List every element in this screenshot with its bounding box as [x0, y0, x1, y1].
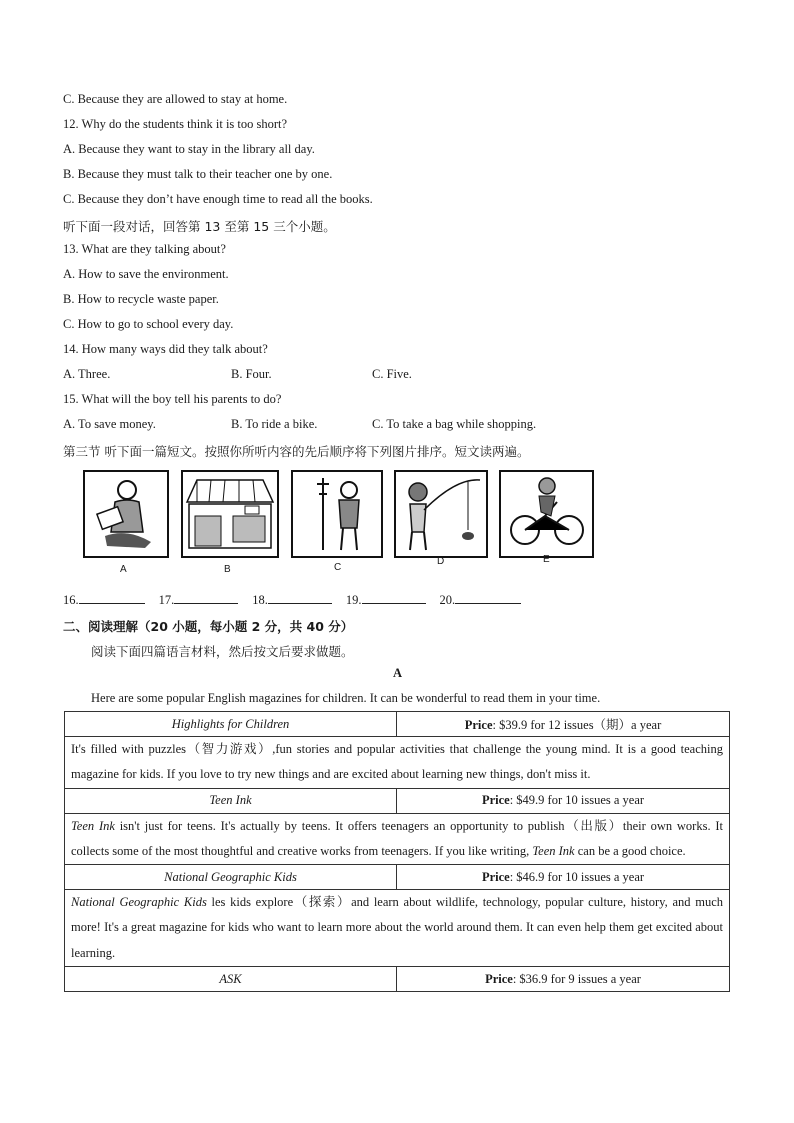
- magazine-price: Price: $46.9 for 10 issues a year: [397, 865, 730, 890]
- magazine-description-row: [65, 813, 730, 865]
- magazine-price: Price: $39.9 for 12 issues（期）a year: [397, 712, 730, 737]
- picture-e-boy-cycling: [499, 470, 594, 558]
- blank-16[interactable]: [79, 592, 145, 604]
- q11-option-c: C. Because they are allowed to stay at home.: [63, 92, 288, 106]
- q13-option-b: B. How to recycle waste paper.: [63, 292, 219, 306]
- q12-option-a: A. Because they want to stay in the library all day.: [63, 142, 315, 156]
- blank-19[interactable]: [362, 592, 426, 604]
- magazine-description: National Geographic Kids les kids explore（探索）and learn about wildlife, technology, popular culture, history, and much more! It's a great magazine for kids who want to learn more about the world around them. It can even help them get excited about learning.: [65, 890, 730, 967]
- answer-blanks-16-20: [63, 592, 521, 608]
- blank-20-label: 20.: [439, 593, 456, 607]
- magazine-row-header: [65, 967, 730, 992]
- q15-option-a: A. To save money.: [63, 417, 156, 431]
- magazine-row-header: [65, 788, 730, 813]
- q14-question: 14. How many ways did they talk about?: [63, 342, 268, 356]
- picture-strip: [80, 470, 600, 580]
- q15-option-b: B. To ride a bike.: [231, 417, 318, 431]
- picture-label-c: C: [334, 562, 342, 573]
- magazine-price: Price: $36.9 for 9 issues a year: [397, 967, 730, 992]
- magazine-table: [64, 711, 730, 992]
- q13-question: 13. What are they talking about?: [63, 242, 226, 256]
- picture-c-man-with-tree: [291, 470, 383, 558]
- blank-19-label: 19.: [345, 593, 362, 607]
- magazine-row-header: [65, 865, 730, 890]
- picture-label-d: D: [437, 556, 445, 567]
- q14-option-a: A. Three.: [63, 367, 111, 381]
- picture-b-shop: [181, 470, 279, 558]
- q14-option-b: B. Four.: [231, 367, 272, 381]
- picture-label-e: E: [543, 554, 550, 565]
- q12-option-c: C. Because they don’t have enough time to read all the books.: [63, 192, 373, 206]
- blank-16-label: 16.: [63, 593, 79, 607]
- magazine-description: Teen Ink isn't just for teens. It's actually by teens. It offers teenagers an opportunity to publish（出版）their own works. It collects some of the most thoughtful and creative works from teenagers. If you like writing, Teen Ink can be a good choice.: [65, 813, 730, 865]
- blank-17-label: 17.: [158, 593, 175, 607]
- magazine-row-header: [65, 712, 730, 737]
- q14-options: [63, 367, 412, 382]
- q12-question: 12. Why do the students think it is too short?: [63, 117, 288, 131]
- instruction-13-15: 听下面一段对话，回答第 13 至第 15 三个小题。: [63, 219, 336, 234]
- blank-18-label: 18.: [252, 593, 268, 607]
- blank-17[interactable]: [174, 592, 238, 604]
- magazine-name: ASK: [65, 967, 397, 992]
- q12-option-b: B. Because they must talk to their teacher one by one.: [63, 167, 333, 181]
- picture-label-a: A: [120, 564, 127, 575]
- picture-a-boy-reading: [83, 470, 169, 558]
- blank-20[interactable]: [455, 592, 521, 604]
- picture-d-boy-fishing: [394, 470, 488, 558]
- q15-question: 15. What will the boy tell his parents to do?: [63, 392, 282, 406]
- blank-18[interactable]: [268, 592, 332, 604]
- q15-options: [63, 417, 536, 432]
- reading-section-heading: 二、阅读理解（20 小题，每小题 2 分，共 40 分）: [63, 619, 354, 634]
- magazine-name: Teen Ink: [65, 788, 397, 813]
- reading-instruction: 阅读下面四篇语言材料，然后按文后要求做题。: [91, 644, 354, 659]
- magazine-description-row: [65, 890, 730, 967]
- magazine-description: It's filled with puzzles（智力游戏）,fun stories and popular activities that challenge the young mind. It is a good teaching magazine for kids. If you love to try new things and are excited about learning new things, don't miss it.: [65, 737, 730, 789]
- passage-intro: Here are some popular English magazines for children. It can be wonderful to read them in your time.: [91, 691, 601, 705]
- q13-option-c: C. How to go to school every day.: [63, 317, 234, 331]
- q15-option-c: C. To take a bag while shopping.: [372, 417, 537, 431]
- picture-label-b: B: [224, 564, 231, 575]
- magazine-name: Highlights for Children: [65, 712, 397, 737]
- magazine-description-row: [65, 737, 730, 789]
- passage-letter: A: [393, 666, 403, 680]
- q13-option-a: A. How to save the environment.: [63, 267, 229, 281]
- section3-instruction: 第三节 听下面一篇短文。按照你所听内容的先后顺序将下列图片排序。短文读两遍。: [63, 444, 530, 459]
- q14-option-c: C. Five.: [372, 367, 412, 381]
- magazine-name: National Geographic Kids: [65, 865, 397, 890]
- magazine-price: Price: $49.9 for 10 issues a year: [397, 788, 730, 813]
